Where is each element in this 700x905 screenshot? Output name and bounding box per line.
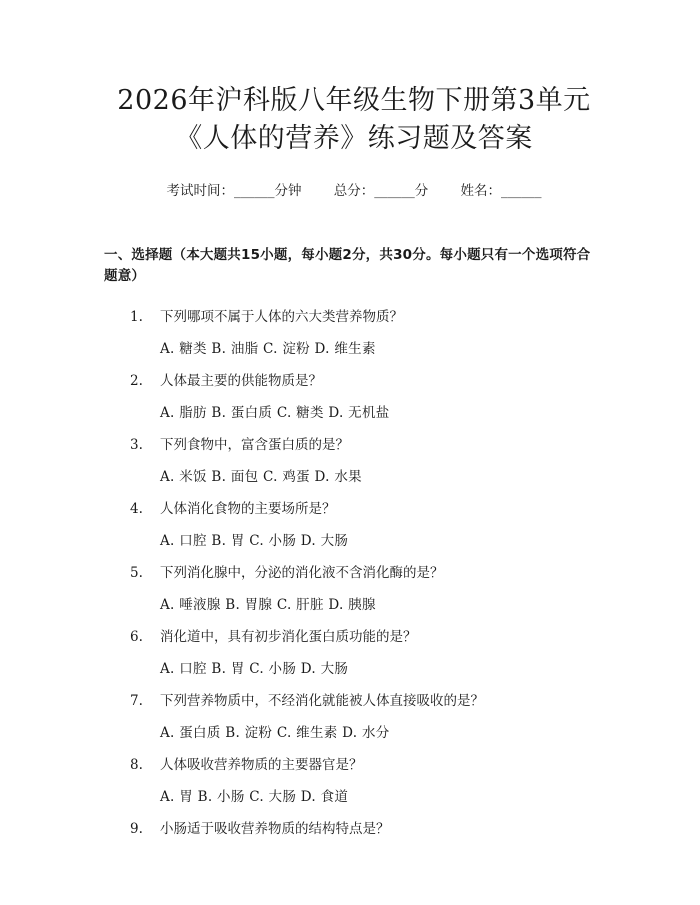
question-options: A. 口腔 B. 胃 C. 小肠 D. 大肠 xyxy=(160,533,349,549)
question-item xyxy=(104,499,604,551)
question-number: 4. xyxy=(130,501,143,517)
question-number: 5. xyxy=(130,565,143,581)
question-text: 小肠适于吸收营养物质的结构特点是？ xyxy=(160,821,390,837)
name-field: 姓名：______ xyxy=(460,183,542,199)
exam-time-field: 考试时间：______分钟 xyxy=(166,183,302,199)
question-options: A. 糖类 B. 油脂 C. 淀粉 D. 维生素 xyxy=(160,341,376,357)
question-options: A. 口腔 B. 胃 C. 小肠 D. 大肠 xyxy=(160,661,349,677)
question-stem xyxy=(104,755,604,775)
question-item xyxy=(104,819,604,839)
question-options: A. 胃 B. 小肠 C. 大肠 D. 食道 xyxy=(160,789,349,805)
question-options: A. 唾液腺 B. 胃腺 C. 肝脏 D. 胰腺 xyxy=(160,597,376,613)
question-number: 7. xyxy=(130,693,143,709)
question-text: 下列消化腺中，分泌的消化液不含消化酶的是？ xyxy=(160,565,444,581)
question-item xyxy=(104,371,604,423)
question-options: A. 米饭 B. 面包 C. 鸡蛋 D. 水果 xyxy=(160,469,362,485)
total-score-field: 总分：______分 xyxy=(333,183,429,199)
question-text: 下列营养物质中，不经消化就能被人体直接吸收的是？ xyxy=(160,693,484,709)
question-item xyxy=(104,691,604,743)
question-stem xyxy=(104,819,604,839)
question-stem xyxy=(104,563,604,583)
question-stem xyxy=(104,691,604,711)
question-text: 人体吸收营养物质的主要器官是？ xyxy=(160,757,363,773)
question-options: A. 脂肪 B. 蛋白质 C. 糖类 D. 无机盐 xyxy=(160,405,390,421)
section-heading: 一、选择题（本大题共15小题，每小题2分，共30分。每小题只有一个选项符合题意） xyxy=(104,247,591,284)
question-item xyxy=(104,627,604,679)
question-stem xyxy=(104,307,604,327)
question-number: 9. xyxy=(130,821,143,837)
question-item xyxy=(104,755,604,807)
question-item xyxy=(104,563,604,615)
question-text: 下列哪项不属于人体的六大类营养物质？ xyxy=(160,309,403,325)
question-number: 3. xyxy=(130,437,143,453)
question-text: 消化道中，具有初步消化蛋白质功能的是？ xyxy=(160,629,417,645)
exam-info xyxy=(104,181,604,201)
question-stem xyxy=(104,627,604,647)
question-stem xyxy=(104,499,604,519)
question-item xyxy=(104,307,604,359)
question-number: 1. xyxy=(130,309,143,325)
question-stem xyxy=(104,371,604,391)
question-item xyxy=(104,435,604,487)
question-options: A. 蛋白质 B. 淀粉 C. 维生素 D. 水分 xyxy=(160,725,390,741)
question-text: 下列食物中，富含蛋白质的是？ xyxy=(160,437,349,453)
question-text: 人体消化食物的主要场所是？ xyxy=(160,501,336,517)
document-title: 2026年沪科版八年级生物下册第3单元《人体的营养》练习题及答案 xyxy=(117,85,591,154)
question-number: 6. xyxy=(130,629,143,645)
question-text: 人体最主要的供能物质是？ xyxy=(160,373,322,389)
question-stem xyxy=(104,435,604,455)
question-number: 2. xyxy=(130,373,143,389)
question-number: 8. xyxy=(130,757,143,773)
question-list xyxy=(104,307,604,839)
